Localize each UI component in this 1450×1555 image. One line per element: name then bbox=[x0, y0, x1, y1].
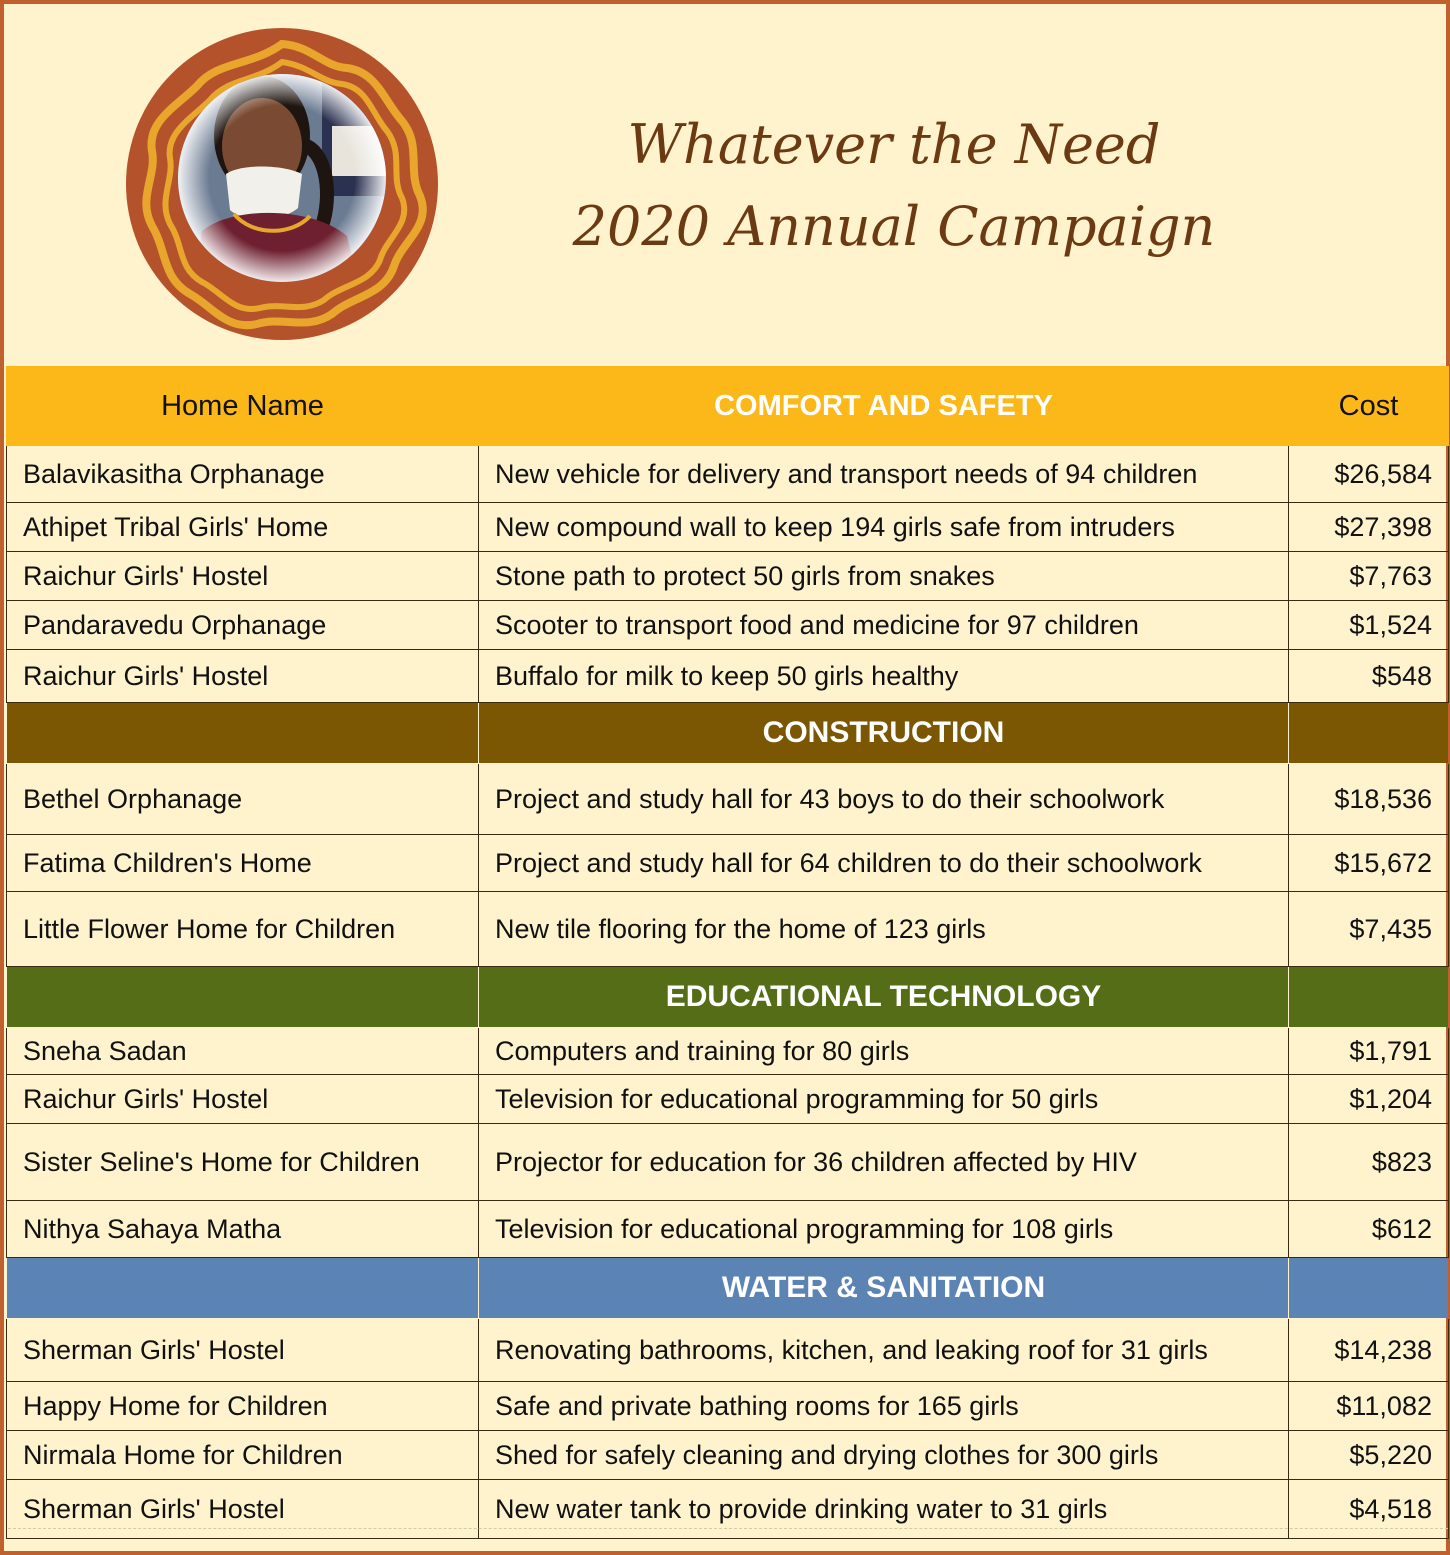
cost-cell: $4,518 bbox=[1289, 1480, 1449, 1539]
table-row bbox=[7, 892, 1449, 967]
home-name-cell: Sherman Girls' Hostel bbox=[7, 1480, 479, 1539]
project-cell: Shed for safely cleaning and drying clothes for 300 girls bbox=[479, 1431, 1289, 1480]
cost-cell: $27,398 bbox=[1289, 503, 1449, 552]
table-row bbox=[7, 835, 1449, 892]
table-row bbox=[7, 552, 1449, 601]
table-row bbox=[7, 650, 1449, 703]
section-construction-spacer bbox=[1289, 703, 1449, 764]
table-row bbox=[7, 1319, 1449, 1382]
section-educational-technology bbox=[7, 967, 1449, 1028]
project-cell: New tile flooring for the home of 123 girls bbox=[479, 892, 1289, 967]
cost-cell: $1,791 bbox=[1289, 1028, 1449, 1075]
section-construction bbox=[7, 703, 1449, 764]
project-cell: Projector for education for 36 children affected by HIV bbox=[479, 1124, 1289, 1201]
section-educational-technology-label: EDUCATIONAL TECHNOLOGY bbox=[479, 967, 1289, 1028]
section-water-sanitation bbox=[7, 1258, 1449, 1319]
table-row bbox=[7, 1382, 1449, 1431]
campaign-table bbox=[6, 366, 1449, 1539]
header-cost: Cost bbox=[1289, 367, 1449, 446]
cost-cell: $612 bbox=[1289, 1201, 1449, 1258]
table-row bbox=[7, 1124, 1449, 1201]
table-row bbox=[7, 1075, 1449, 1124]
cost-cell: $26,584 bbox=[1289, 446, 1449, 503]
table-bottom-spacer bbox=[8, 1528, 1448, 1555]
cost-cell: $11,082 bbox=[1289, 1382, 1449, 1431]
cost-cell: $1,524 bbox=[1289, 601, 1449, 650]
campaign-medallion-icon bbox=[122, 26, 442, 346]
cost-cell: $548 bbox=[1289, 650, 1449, 703]
home-name-cell: Nithya Sahaya Matha bbox=[7, 1201, 479, 1258]
section-water-sanitation-spacer bbox=[1289, 1258, 1449, 1319]
project-cell: New water tank to provide drinking water to 31 girls bbox=[479, 1480, 1289, 1539]
home-name-cell: Raichur Girls' Hostel bbox=[7, 650, 479, 703]
table-header-row bbox=[7, 367, 1449, 446]
section-construction-label: CONSTRUCTION bbox=[479, 703, 1289, 764]
section-educational-technology-spacer bbox=[1289, 967, 1449, 1028]
home-name-cell: Nirmala Home for Children bbox=[7, 1431, 479, 1480]
cost-cell: $823 bbox=[1289, 1124, 1449, 1201]
title-line-1: Whatever the Need bbox=[627, 113, 1161, 176]
table-row bbox=[7, 764, 1449, 835]
section-educational-technology-spacer bbox=[7, 967, 479, 1028]
header-comfort-and-safety: COMFORT AND SAFETY bbox=[479, 367, 1289, 446]
project-cell: Buffalo for milk to keep 50 girls healthy bbox=[479, 650, 1289, 703]
section-water-sanitation-label: WATER & SANITATION bbox=[479, 1258, 1289, 1319]
header-home-name: Home Name bbox=[7, 367, 479, 446]
project-cell: Project and study hall for 64 children to do their schoolwork bbox=[479, 835, 1289, 892]
project-cell: Television for educational programming for 108 girls bbox=[479, 1201, 1289, 1258]
table-row bbox=[7, 446, 1449, 503]
cost-cell: $7,435 bbox=[1289, 892, 1449, 967]
home-name-cell: Sherman Girls' Hostel bbox=[7, 1319, 479, 1382]
home-name-cell: Raichur Girls' Hostel bbox=[7, 552, 479, 601]
cost-cell: $15,672 bbox=[1289, 835, 1449, 892]
project-cell: Scooter to transport food and medicine for 97 children bbox=[479, 601, 1289, 650]
project-cell: Computers and training for 80 girls bbox=[479, 1028, 1289, 1075]
cost-cell: $5,220 bbox=[1289, 1431, 1449, 1480]
table-row bbox=[7, 601, 1449, 650]
home-name-cell: Bethel Orphanage bbox=[7, 764, 479, 835]
cost-cell: $14,238 bbox=[1289, 1319, 1449, 1382]
project-cell: New vehicle for delivery and transport needs of 94 children bbox=[479, 446, 1289, 503]
home-name-cell: Balavikasitha Orphanage bbox=[7, 446, 479, 503]
home-name-cell: Athipet Tribal Girls' Home bbox=[7, 503, 479, 552]
project-cell: Stone path to protect 50 girls from snakes bbox=[479, 552, 1289, 601]
table-row bbox=[7, 1201, 1449, 1258]
table-row bbox=[7, 1431, 1449, 1480]
section-construction-spacer bbox=[7, 703, 479, 764]
home-name-cell: Little Flower Home for Children bbox=[7, 892, 479, 967]
project-cell: Project and study hall for 43 boys to do their schoolwork bbox=[479, 764, 1289, 835]
project-cell: New compound wall to keep 194 girls safe from intruders bbox=[479, 503, 1289, 552]
title-line-2: 2020 Annual Campaign bbox=[572, 195, 1216, 258]
section-water-sanitation-spacer bbox=[7, 1258, 479, 1319]
project-cell: Television for educational programming for 50 girls bbox=[479, 1075, 1289, 1124]
campaign-title bbox=[564, 104, 1224, 268]
home-name-cell: Fatima Children's Home bbox=[7, 835, 479, 892]
header bbox=[4, 4, 1446, 364]
home-name-cell: Pandaravedu Orphanage bbox=[7, 601, 479, 650]
table-row bbox=[7, 1028, 1449, 1075]
home-name-cell: Happy Home for Children bbox=[7, 1382, 479, 1431]
home-name-cell: Sneha Sadan bbox=[7, 1028, 479, 1075]
home-name-cell: Raichur Girls' Hostel bbox=[7, 1075, 479, 1124]
table-row bbox=[7, 503, 1449, 552]
cost-cell: $1,204 bbox=[1289, 1075, 1449, 1124]
project-cell: Safe and private bathing rooms for 165 girls bbox=[479, 1382, 1289, 1431]
cost-cell: $7,763 bbox=[1289, 552, 1449, 601]
cost-cell: $18,536 bbox=[1289, 764, 1449, 835]
home-name-cell: Sister Seline's Home for Children bbox=[7, 1124, 479, 1201]
project-cell: Renovating bathrooms, kitchen, and leaking roof for 31 girls bbox=[479, 1319, 1289, 1382]
